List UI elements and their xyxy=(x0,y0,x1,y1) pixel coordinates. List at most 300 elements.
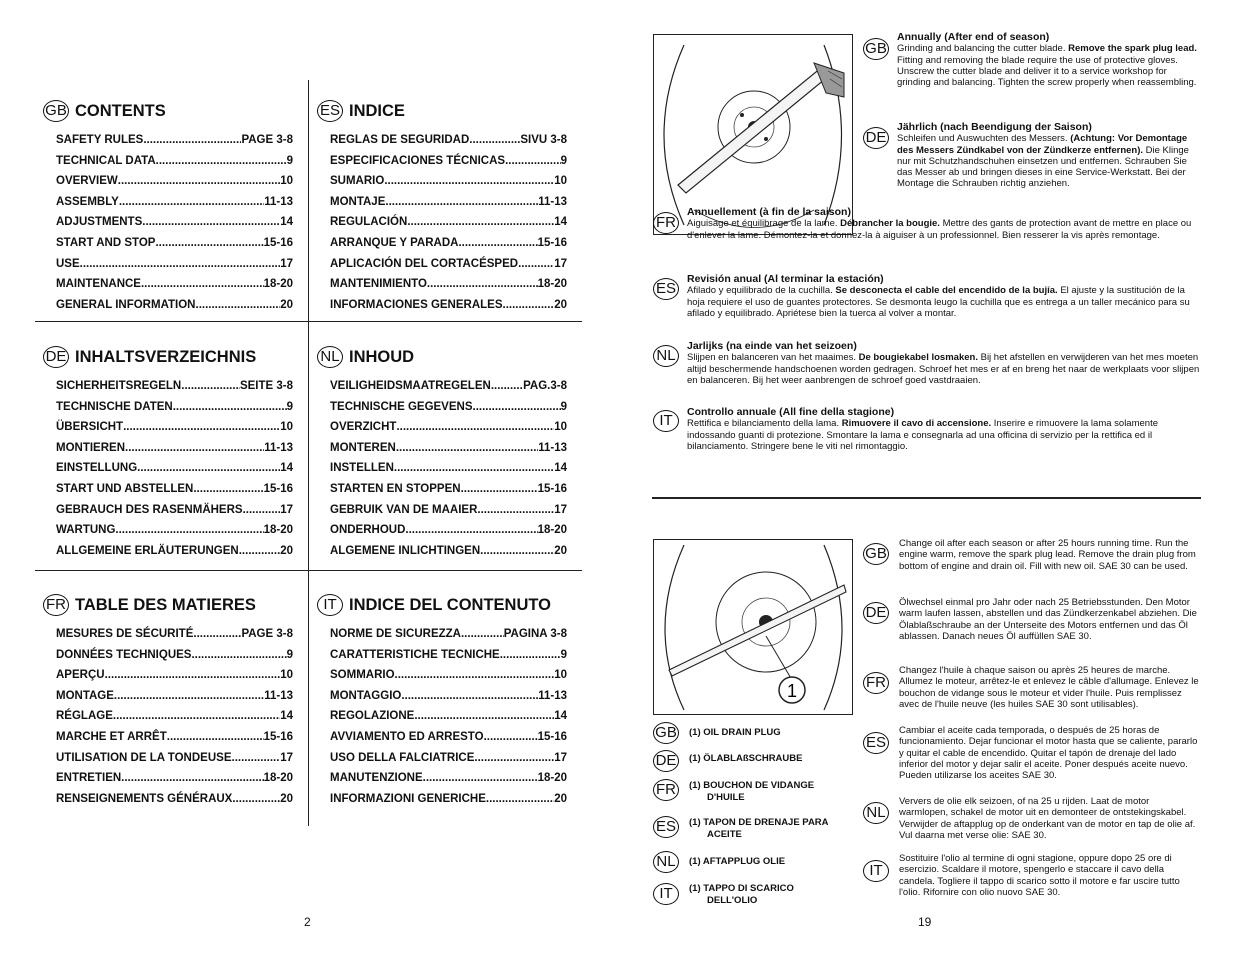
toc-entry-label: MONTIEREN xyxy=(56,441,125,454)
toc-entry-page: 14 xyxy=(280,710,293,723)
blade-body: Schleifen und Auswuchten des Messers. xyxy=(897,133,1071,145)
toc-section-it xyxy=(317,592,567,809)
toc-entry xyxy=(43,520,293,541)
toc-entry xyxy=(317,376,567,397)
language-badge-fr: FR xyxy=(43,594,69,616)
toc-leader-dots xyxy=(118,171,280,192)
toc-leader-dots xyxy=(503,295,555,316)
legend-text: (1) ÖLABLAßSCHRAUBE xyxy=(689,753,803,764)
language-badge-de: DE xyxy=(43,346,69,368)
toc-title: TABLE DES MATIERES xyxy=(75,595,256,614)
toc-entry xyxy=(43,706,293,727)
toc-entry-label: APERÇU xyxy=(56,669,105,682)
toc-entry-page: 20 xyxy=(554,544,567,557)
toc-entry xyxy=(43,727,293,748)
toc-entry-label: USE xyxy=(56,257,80,270)
toc-section-de xyxy=(43,344,293,561)
toc-entry-label: REGOLAZIONE xyxy=(330,710,415,723)
toc-list xyxy=(317,130,567,315)
toc-entry xyxy=(43,130,293,151)
toc-entry-page: 11-13 xyxy=(538,689,567,702)
toc-entry-label: TECHNISCHE GEGEVENS xyxy=(330,400,473,413)
toc-leader-dots xyxy=(125,438,264,459)
toc-leader-dots xyxy=(414,706,554,727)
toc-entry-page: 18-20 xyxy=(537,772,567,785)
toc-entry-page: PAGE 3-8 xyxy=(241,628,293,640)
language-badge-it: IT xyxy=(653,410,679,432)
toc-entry-page: 10 xyxy=(554,175,567,188)
toc-leader-dots xyxy=(384,171,554,192)
toc-leader-dots xyxy=(181,376,240,397)
legend-text: DELL'OLIO xyxy=(707,895,758,906)
toc-entry-label: UTILISATION DE LA TONDEUSE xyxy=(56,751,232,764)
page-number-left: 2 xyxy=(304,915,311,929)
legend-item-it xyxy=(689,883,794,907)
legend-text: (1) TAPPO DI SCARICO xyxy=(689,883,794,894)
toc-entry-label: EINSTELLUNG xyxy=(56,462,138,475)
toc-leader-dots xyxy=(142,212,280,233)
callout-number: 1 xyxy=(786,681,798,701)
section-divider xyxy=(652,497,1201,499)
toc-entry-page: 15-16 xyxy=(263,730,293,743)
language-badge-fr: FR xyxy=(863,672,889,694)
toc-entry xyxy=(317,665,567,686)
toc-entry-page: 15-16 xyxy=(263,236,293,249)
toc-entry-page: 20 xyxy=(280,544,293,557)
toc-entry-page: 9 xyxy=(286,154,293,167)
toc-section-fr xyxy=(43,592,293,809)
toc-entry-label: SUMARIO xyxy=(330,175,385,188)
blade-body: Grinding and balancing the cutter blade. xyxy=(897,43,1069,55)
toc-entry xyxy=(317,500,567,521)
blade-warning: (Achtung: Vor Demontage des Messers Zündkabel von der Zündkerze entfernen). xyxy=(897,133,1188,156)
legend-text: (1) AFTAPPLUG OLIE xyxy=(689,856,786,867)
language-badge-gb: GB xyxy=(653,722,679,744)
blade-title-de: Jährlich (nach Beendigung der Saison) xyxy=(897,121,1092,133)
toc-entry-label: REGLAS DE SEGURIDAD xyxy=(330,134,470,146)
toc-leader-dots xyxy=(239,541,280,562)
language-badge-nl: NL xyxy=(653,851,679,873)
blade-body: Bij het afstellen en verwijderen van het mes moeten altijd beschermende handschoenen worden gedragen. Schroef het mes er af en breng het naar de werkplaats voor slijpen en balanceren. Bij het weer aanbrengen de schroef goed vastdraaien. xyxy=(687,352,1200,386)
toc-leader-dots xyxy=(461,624,504,645)
toc-entry-page: PAGE 3-8 xyxy=(241,134,293,146)
toc-entry xyxy=(43,748,293,769)
legend-text: ACEITE xyxy=(707,829,742,840)
toc-entry-page: 9 xyxy=(560,400,567,413)
toc-entry xyxy=(43,500,293,521)
toc-leader-dots xyxy=(405,520,537,541)
legend-text: (1) TAPON DE DRENAJE PARA xyxy=(689,817,829,828)
blade-text-nl xyxy=(687,341,1202,386)
blade-illustration xyxy=(653,34,853,235)
toc-entry-label: ASSEMBLY xyxy=(56,195,119,208)
toc-leader-dots xyxy=(385,192,538,213)
toc-entry-page: 9 xyxy=(560,648,567,661)
toc-entry-page: 10 xyxy=(280,669,293,682)
toc-entry-page: 11-13 xyxy=(538,441,567,454)
toc-entry-page: SIVU 3-8 xyxy=(520,134,567,146)
toc-entry xyxy=(317,130,567,151)
toc-entry-label: MESURES DE SÉCURITÉ xyxy=(56,628,194,640)
toc-entry xyxy=(43,665,293,686)
toc-leader-dots xyxy=(143,130,241,151)
toc-leader-dots xyxy=(484,727,538,748)
toc-list xyxy=(43,130,293,315)
toc-entry-label: ENTRETIEN xyxy=(56,772,122,785)
toc-entry-label: MAINTENANCE xyxy=(56,278,141,291)
toc-entry xyxy=(43,624,293,645)
toc-entry-label: OVERZICHT xyxy=(330,421,397,434)
blade-warning: Se desconecta el cable del encendido de la bujía. xyxy=(835,285,1058,297)
blade-warning: Débrancher la bougie. xyxy=(840,218,940,230)
toc-entry-page: 10 xyxy=(554,669,567,682)
toc-entry-page: 18-20 xyxy=(537,524,567,537)
toc-entry xyxy=(317,397,567,418)
toc-entry-label: MARCHE ET ARRÊT xyxy=(56,730,167,743)
oil-drain-illustration xyxy=(653,539,853,715)
toc-entry-label: VEILIGHEIDSMAATREGELEN xyxy=(330,380,491,392)
blade-title-nl: Jarlijks (na einde van het seizoen) xyxy=(687,340,857,352)
toc-entry xyxy=(317,151,567,172)
toc-entry-page: 15-16 xyxy=(537,236,567,249)
language-badge-gb: GB xyxy=(863,38,889,60)
toc-entry xyxy=(43,274,293,295)
toc-entry xyxy=(317,438,567,459)
blade-body: El ajuste y la sustitución de la hoja requiere el uso de guantes protectores. Se desmonta leugo la cuchilla que es entrega a un taller mecánico para su afilado y equilibrado. Apriétese bien la tuerca al volver a montar. xyxy=(687,285,1190,319)
toc-leader-dots xyxy=(458,233,537,254)
toc-leader-dots xyxy=(113,706,280,727)
toc-leader-dots xyxy=(193,479,263,500)
toc-entry-page: 17 xyxy=(280,503,293,516)
toc-entry-label: INFORMAZIONI GENERICHE xyxy=(330,792,486,805)
toc-entry-label: MANUTENZIONE xyxy=(330,772,423,785)
toc-leader-dots xyxy=(232,748,281,769)
toc-entry xyxy=(43,686,293,707)
toc-leader-dots xyxy=(173,397,287,418)
legend-item-es xyxy=(689,817,829,841)
toc-title: CONTENTS xyxy=(75,101,166,120)
toc-entry-label: GENERAL INFORMATION xyxy=(56,298,196,311)
toc-leader-dots xyxy=(119,192,264,213)
language-badge-es: ES xyxy=(653,816,679,838)
toc-entry-label: MANTENIMIENTO xyxy=(330,278,427,291)
toc-entry xyxy=(317,520,567,541)
legend-text: (1) OIL DRAIN PLUG xyxy=(689,727,781,738)
toc-entry-label: NORME DE SICUREZZA xyxy=(330,628,461,640)
row-divider-2 xyxy=(35,570,582,571)
toc-entry xyxy=(43,438,293,459)
toc-entry xyxy=(317,768,567,789)
toc-entry-label: ALGEMENE INLICHTINGEN xyxy=(330,544,481,557)
toc-title: INDICE DEL CONTENUTO xyxy=(349,595,551,614)
toc-entry xyxy=(43,479,293,500)
toc-entry-page: 17 xyxy=(280,751,293,764)
toc-entry xyxy=(43,254,293,275)
toc-entry xyxy=(317,706,567,727)
toc-entry xyxy=(317,748,567,769)
blade-body: Rettifica e bilanciamento della lama. xyxy=(687,418,842,430)
toc-entry xyxy=(43,171,293,192)
toc-entry xyxy=(317,171,567,192)
toc-leader-dots xyxy=(500,645,561,666)
toc-entry-label: ONDERHOUD xyxy=(330,524,406,537)
legend-text: (1) BOUCHON DE VIDANGE xyxy=(689,780,815,791)
center-divider xyxy=(308,80,309,826)
toc-entry-label: MONTEREN xyxy=(330,441,396,454)
toc-entry-page: PAGINA 3-8 xyxy=(503,628,567,640)
language-badge-nl: NL xyxy=(863,802,889,824)
language-badge-it: IT xyxy=(317,594,343,616)
toc-leader-dots xyxy=(193,624,241,645)
toc-leader-dots xyxy=(137,458,280,479)
toc-leader-dots xyxy=(469,130,520,151)
toc-leader-dots xyxy=(232,789,280,810)
toc-entry-page: 14 xyxy=(280,462,293,475)
toc-entry-label: INSTELLEN xyxy=(330,462,394,475)
toc-entry-page: 18-20 xyxy=(263,524,293,537)
toc-entry xyxy=(43,151,293,172)
toc-entry xyxy=(43,645,293,666)
toc-entry-page: 9 xyxy=(560,154,567,167)
toc-entry xyxy=(317,686,567,707)
toc-entry-page: 14 xyxy=(554,462,567,475)
toc-entry-label: OVERVIEW xyxy=(56,175,118,188)
toc-leader-dots xyxy=(167,727,264,748)
blade-title-it: Controllo annuale (All fine della stagione) xyxy=(687,406,895,418)
blade-title-fr: Annuellement (à fin de la saison) xyxy=(687,206,851,218)
toc-leader-dots xyxy=(427,274,538,295)
blade-warning: Remove the spark plug lead. xyxy=(1068,43,1197,55)
toc-entry-page: 15-16 xyxy=(537,482,567,495)
toc-entry-label: AVVIAMENTO ED ARRESTO xyxy=(330,730,484,743)
blade-body: Afilado y equilibrado de la cuchilla. xyxy=(687,285,836,297)
toc-leader-dots xyxy=(473,397,561,418)
blade-text-fr xyxy=(687,207,1202,241)
toc-entry-page: 17 xyxy=(554,257,567,270)
toc-entry-label: ÜBERSICHT xyxy=(56,421,124,434)
toc-section-gb xyxy=(43,98,293,315)
toc-entry-label: USO DELLA FALCIATRICE xyxy=(330,751,475,764)
language-badge-nl: NL xyxy=(317,346,343,368)
toc-entry xyxy=(317,479,567,500)
toc-leader-dots xyxy=(155,233,263,254)
toc-entry xyxy=(43,376,293,397)
language-badge-es: ES xyxy=(653,278,679,300)
toc-leader-dots xyxy=(401,686,538,707)
toc-entry xyxy=(43,233,293,254)
legend-item-gb xyxy=(689,727,781,739)
toc-entry-page: 11-13 xyxy=(264,195,293,208)
toc-entry xyxy=(43,397,293,418)
toc-entry-page: 17 xyxy=(554,503,567,516)
toc-title: INHALTSVERZEICHNIS xyxy=(75,347,257,366)
toc-entry-label: ESPECIFICACIONES TÉCNICAS xyxy=(330,154,506,167)
toc-entry-page: 20 xyxy=(554,298,567,311)
toc-entry-label: ARRANQUE Y PARADA xyxy=(330,236,459,249)
toc-leader-dots xyxy=(477,500,554,521)
toc-leader-dots xyxy=(407,212,554,233)
toc-entry-label: GEBRUIK VAN DE MAAIER xyxy=(330,503,478,516)
toc-entry-page: PAG.3-8 xyxy=(523,380,567,392)
toc-entry-label: TECHNISCHE DATEN xyxy=(56,400,173,413)
toc-entry-label: GEBRAUCH DES RASENMÄHERS xyxy=(56,503,243,516)
toc-leader-dots xyxy=(141,274,264,295)
toc-leader-dots xyxy=(396,417,554,438)
toc-entry xyxy=(43,768,293,789)
toc-entry xyxy=(317,417,567,438)
toc-entry xyxy=(43,212,293,233)
toc-entry-page: 20 xyxy=(554,792,567,805)
toc-leader-dots xyxy=(114,686,264,707)
toc-entry-label: START UND ABSTELLEN xyxy=(56,482,194,495)
toc-entry-page: 10 xyxy=(280,175,293,188)
toc-entry-label: STARTEN EN STOPPEN xyxy=(330,482,461,495)
legend-item-de xyxy=(689,753,802,765)
row-divider-1 xyxy=(35,321,582,322)
toc-leader-dots xyxy=(505,151,561,172)
oil-text-fr: Changez l'huile à chaque saison ou après 25 heures de marche. Allumez le moteur, arrêtez-le et enlevez le câble d'allumage. Enlevez le bouchon de vidange sous le moteur et vider l'huile. Puis remplissez avec de l'huile neuve (les huiles SAE 30 sont utilisables). xyxy=(899,665,1199,710)
toc-entry-label: ALLGEMEINE ERLÄUTERUNGEN xyxy=(56,544,239,557)
toc-leader-dots xyxy=(486,789,554,810)
toc-entry xyxy=(43,192,293,213)
toc-entry xyxy=(43,458,293,479)
toc-leader-dots xyxy=(123,417,280,438)
legend-item-fr xyxy=(689,780,814,804)
blade-text-de xyxy=(897,122,1202,190)
language-badge-fr: FR xyxy=(653,212,679,234)
toc-list xyxy=(317,376,567,561)
blade-body: Aiguisage et équilibrage de la lame. xyxy=(687,218,841,230)
toc-title: INHOUD xyxy=(349,347,415,366)
oil-text-nl: Ververs de olie elk seizoen, of na 25 u rijden. Laat de motor warmlopen, schakel de motor uit en demonteer de ontstekingskabel. Verwijder de aftapplug op de onderkant van de motor en tap de olie af. Vul daarna met verse olie: SAE 30. xyxy=(899,796,1196,841)
toc-entry-label: MONTAGE xyxy=(56,689,114,702)
toc-leader-dots xyxy=(196,295,281,316)
legend-item-nl xyxy=(689,856,785,868)
blade-body: Die Klinge nur mit Schutzhandschuhen einsetzen und entfernen. Schrauben Sie das Messer ab und bringen dieses in eine Service-Werkstatt. Bei der Montage die Schrauben richtig anziehen. xyxy=(897,144,1189,190)
toc-entry xyxy=(43,541,293,562)
toc-entry-page: 17 xyxy=(280,257,293,270)
oil-text-de: Ölwechsel einmal pro Jahr oder nach 25 Betriebsstunden. Den Motor warm laufen lassen, abstellen und das Zündkerzenkabel abziehen. Die Ölablaßschraube an der Unterseite des Motors entfernen und das Öl ablassen. Danach neues Öl auffüllen SAE 30. xyxy=(899,597,1197,642)
toc-entry-label: SICHERHEITSREGELN xyxy=(56,380,182,392)
oil-text-gb: Change oil after each season or after 25 hours running time. Run the engine warm, remove the spark plug lead. Remove the drain plug from bottom of engine and drain oil. Fill with new oil. SAE 30 can be used. xyxy=(899,538,1196,572)
toc-title: INDICE xyxy=(349,101,405,120)
toc-entry-label: APLICACIÓN DEL CORTACÉSPED xyxy=(330,257,519,270)
legend-text: D'HUILE xyxy=(707,792,745,803)
blade-body: Slijpen en balanceren van het maaimes. xyxy=(687,352,859,364)
blade-title-gb: Annually (After end of season) xyxy=(897,31,1050,43)
toc-entry-page: 11-13 xyxy=(264,441,293,454)
toc-entry xyxy=(43,417,293,438)
toc-leader-dots xyxy=(243,500,281,521)
oil-text-it: Sostituire l'olio al termine di ogni stagione, oppure dopo 25 ore di esercizio. Scaldare il motore, spengerlo e staccare il cavo della candela. Togliere il tappo di scarico sotto il motore e far uscire tutto l'olio. Rifornire con olio nuovo SAE 30. xyxy=(899,853,1180,898)
blade-warning: De bougiekabel losmaken. xyxy=(858,352,978,364)
toc-list xyxy=(43,624,293,809)
language-badge-es: ES xyxy=(863,732,889,754)
toc-entry-page: 10 xyxy=(554,421,567,434)
language-badge-it: IT xyxy=(863,860,889,882)
language-badge-gb: GB xyxy=(863,543,889,565)
toc-leader-dots xyxy=(518,254,554,275)
blade-title-es: Revisión anual (Al terminar la estación) xyxy=(687,273,884,285)
toc-entry-page: 14 xyxy=(554,216,567,229)
blade-body: Inserire e rimuovere la lama solamente indossando guanti di protezione. Smontare la lama e consegnarla ad una officina di servizio per la rettifica ed il bilanciamento. Stringere bene le viti nel rimontaggio. xyxy=(687,418,1158,452)
toc-entry xyxy=(317,789,567,810)
toc-entry-label: SAFETY RULES xyxy=(56,134,144,146)
toc-section-nl xyxy=(317,344,567,561)
toc-entry-page: SEITE 3-8 xyxy=(239,380,293,392)
toc-entry-page: 11-13 xyxy=(264,689,293,702)
toc-entry xyxy=(317,727,567,748)
oil-text-es: Cambiar el aceite cada temporada, o después de 25 horas de funcionamiento. Dejar funcionar el motor hasta que se caliente, pararlo y quitar el cable de encendido. Quitar el tapón de drenaje del lado inferior del motor y dejar salir el aceite. Poner después aceite nuevo. Pueden utilizarse los aceites SAE 30. xyxy=(899,725,1198,782)
blade-body: Fitting and removing the blade require the use of protective gloves. Unscrew the cutter blade and deliver it to a service workshop for grinding and balancing. Tighten the screw properly when reassembling. xyxy=(897,54,1197,89)
toc-leader-dots xyxy=(461,479,538,500)
page-number-right: 19 xyxy=(918,915,932,929)
toc-section-es xyxy=(317,98,567,315)
toc-entry-page: 14 xyxy=(554,710,567,723)
toc-leader-dots xyxy=(191,645,286,666)
toc-entry-page: 15-16 xyxy=(537,730,567,743)
toc-entry-label: RENSEIGNEMENTS GÉNÉRAUX xyxy=(56,792,233,805)
toc-entry xyxy=(317,212,567,233)
toc-entry xyxy=(317,541,567,562)
toc-entry-label: INFORMACIONES GENERALES xyxy=(330,298,503,311)
toc-entry-label: MONTAGGIO xyxy=(330,689,402,702)
toc-leader-dots xyxy=(394,458,554,479)
toc-entry xyxy=(43,789,293,810)
toc-leader-dots xyxy=(474,748,554,769)
blade-text-it xyxy=(687,407,1202,452)
toc-entry-label: CARATTERISTICHE TECNICHE xyxy=(330,648,500,661)
toc-leader-dots xyxy=(423,768,538,789)
toc-entry-label: DONNÉES TECHNIQUES xyxy=(56,648,192,661)
toc-entry xyxy=(43,295,293,316)
toc-leader-dots xyxy=(156,151,287,172)
toc-leader-dots xyxy=(121,768,263,789)
language-badge-de: DE xyxy=(653,750,679,772)
toc-leader-dots xyxy=(105,665,281,686)
toc-entry-label: ADJUSTMENTS xyxy=(56,216,143,229)
toc-entry-page: 9 xyxy=(286,648,293,661)
toc-entry-page: 10 xyxy=(280,421,293,434)
toc-entry-page: 9 xyxy=(286,400,293,413)
toc-list xyxy=(317,624,567,809)
toc-entry-page: 17 xyxy=(554,751,567,764)
language-badge-fr: FR xyxy=(653,779,679,801)
toc-leader-dots xyxy=(395,665,555,686)
toc-entry-page: 18-20 xyxy=(263,278,293,291)
toc-entry xyxy=(317,295,567,316)
toc-entry-page: 15-16 xyxy=(263,482,293,495)
toc-entry xyxy=(317,624,567,645)
toc-entry-page: 20 xyxy=(280,298,293,311)
toc-entry-label: REGULACIÓN xyxy=(330,216,408,229)
toc-entry-page: 20 xyxy=(280,792,293,805)
toc-entry xyxy=(317,645,567,666)
blade-text-gb xyxy=(897,32,1202,88)
blade-body: Mettre des gants de protection avant de mettre en place ou d'enlever la lame. Démontez-la et donnez-la à aiguiser à un professionnel. Bien resserer la vis après remontage. xyxy=(687,218,1192,241)
toc-entry-label: WARTUNG xyxy=(56,524,116,537)
toc-entry-page: 14 xyxy=(280,216,293,229)
toc-entry xyxy=(317,192,567,213)
blade-text-es xyxy=(687,274,1202,319)
toc-entry xyxy=(317,458,567,479)
toc-leader-dots xyxy=(80,254,281,275)
toc-entry-label: MONTAJE xyxy=(330,195,386,208)
blade-warning: Rimuovere il cavo di accensione. xyxy=(841,418,992,430)
language-badge-gb: GB xyxy=(43,100,69,122)
toc-leader-dots xyxy=(491,376,523,397)
toc-entry-label: START AND STOP xyxy=(56,236,156,249)
